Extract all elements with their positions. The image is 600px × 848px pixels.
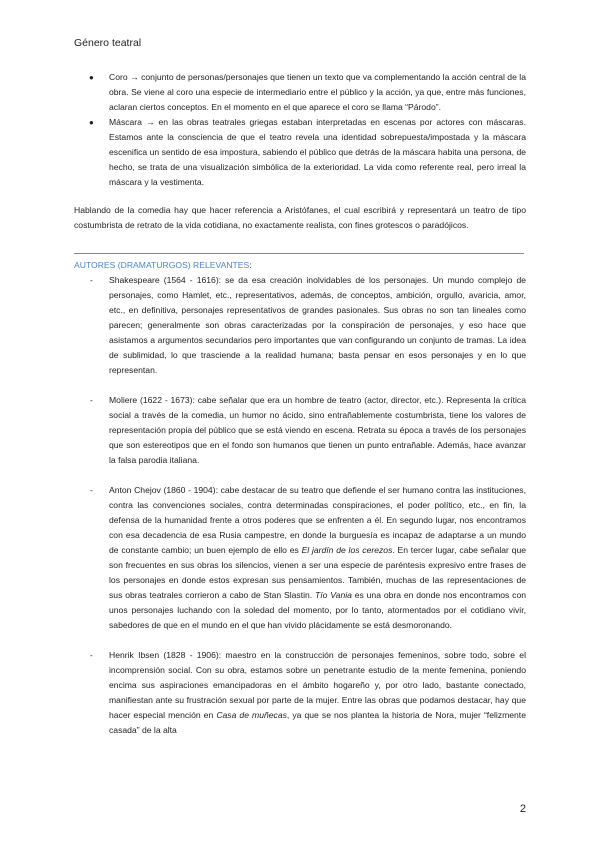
- running-header: Género teatral: [74, 37, 142, 49]
- bullet-item-mascara: ● Máscara → en las obras teatrales griegas estaban interpretadas en escenas por actores con máscaras. Estamos ante la consciencia de que el teatro revela una identidad sobrepuesta/impostada y la máscara escenifica un sentido de esa impostura, sabiendo el público que detrás de la máscara habita una persona, de hecho, se trata de una visualización simbólica de la exterioridad. La vida como referente real, pero irreal la máscara y la vestimenta.: [74, 115, 526, 190]
- author-item-ibsen: [74, 648, 526, 738]
- author-text: Henrik Ibsen (1828 - 1906): maestro en la construcción de personajes femeninos, sobre todo, sobre el incomprensión social. Con su obra, estamos sobre un penetrante estudio de la mente femenina, poniendo encima sus aspiraciones emancipadoras en el ámbito hogareño y, por otro lado, bastante conectado, manifiestan ante su frustración sexual por parte de la mujer. Entre las obras que podamos destacar, hay que hacer especial mención en: [109, 650, 526, 720]
- dash-marker: -: [90, 485, 93, 495]
- author-text: Anton Chejov (1860 - 1904): cabe destacar de su teatro que defiende el ser humano contra las instituciones, contra las convenciones sociales, contra determinadas conspiraciones, el poder político, etc., en fin, la defensa de la humanidad frente a otros poderes que se enfrenten a él. En segundo lugar, nos encontramos con esa decadencia de esa Rusia campestre, en donde la burguesía es incapaz de adaptarse a un mundo de constante cambio; un buen ejemplo de ello es: [109, 485, 526, 555]
- author-text-cont: . En tercer lugar, cabe señalar que son frecuentes en sus obras los silencios, vienen a ser una especie de paréntesis expresivo entre frases de los personajes en donde estos expresan sus pensamientos. También, muchas de las representaciones de sus obras teatrales corrieron a cabo de Stan Slastin.: [109, 545, 527, 600]
- author-text-end: es una obra en donde nos encontramos con unos personajes luchando con la soledad del momento, por lo tanto, atormentados por el cotidiano vivir, sabedores de que en el mundo en el que han vivido plácidamente se está desmoronando.: [109, 590, 526, 630]
- author-item-moliere: [74, 393, 526, 468]
- work-title-casa-munecas: Casa de muñecas: [216, 710, 287, 720]
- author-text-cont: , ya que se nos plantea la historia de Nora, mujer “felizmente casada” de la alta: [109, 710, 526, 735]
- page-number: 2: [519, 803, 526, 815]
- dash-marker: -: [90, 275, 93, 285]
- work-title-jardin: El jardín de los cerezos: [301, 545, 393, 555]
- work-title-tio-vania: Tío Vania: [315, 590, 352, 600]
- bullet-list: [74, 70, 526, 190]
- section-heading: [74, 258, 526, 273]
- section-divider: [74, 253, 524, 254]
- dash-marker: -: [90, 395, 93, 405]
- comedy-paragraph: Hablando de la comedia hay que hacer referencia a Aristófanes, el cual escribirá y representará un teatro de tipo costumbrista de retrato de la vida cotidiana, no exactamente realista, con fines grotescos o paradójicos.: [74, 205, 526, 230]
- dash-marker: -: [90, 650, 93, 660]
- page-body: [74, 70, 526, 753]
- section-heading-colon: :: [249, 260, 252, 270]
- author-text: Moliere (1622 - 1673): cabe señalar que era un hombre de teatro (actor, director, etc.). Representa la crítica social a través de la comedia, un humor no ácido, sino entrañablemente costumbrista, tiene los valores de representación propia del público que se está viendo en escena. Retrata su época a través de los personajes que son estereotipos que en el fondo son humanos que tienen un punto entrañable. Además, hace avanzar la falsa parodia italiana.: [109, 395, 526, 465]
- author-item-chejov: [74, 483, 526, 633]
- author-text: Shakespeare (1564 - 1616): se da esa creación inolvidables de los personajes. Un mundo complejo de personajes, como Hamlet, etc., representativos, además, de conceptos, ambición, orgullo, avaricia, amor, etc., en definitiva, personajes representativos de grandes pasionales. Sus obras no son tan lineales como parecen; generalmente son obras caracterizadas por la conspiración de personajes, y eso hace que asistamos a argumentos secundarios pero importantes que van configurando un conjunto de tramas. La idea de sublimidad, lo que trasciende a la realidad humana; basta pensar en esos personajes y en lo que representan.: [109, 275, 526, 375]
- author-item-shakespeare: [74, 273, 526, 378]
- authors-list: [74, 273, 526, 738]
- bullet-item-coro: ● Coro → conjunto de personas/personajes que tienen un texto que va complementando la acción central de la obra. Se viene al coro una especie de intermediario entre el público y la acción, ya que, entre más funciones, aclaran ciertos conceptos. En el momento en el que aparece el coro se llama “Párodo”.: [74, 70, 526, 115]
- section-heading-text: AUTORES (DRAMATURGOS) RELEVANTES: [74, 260, 250, 270]
